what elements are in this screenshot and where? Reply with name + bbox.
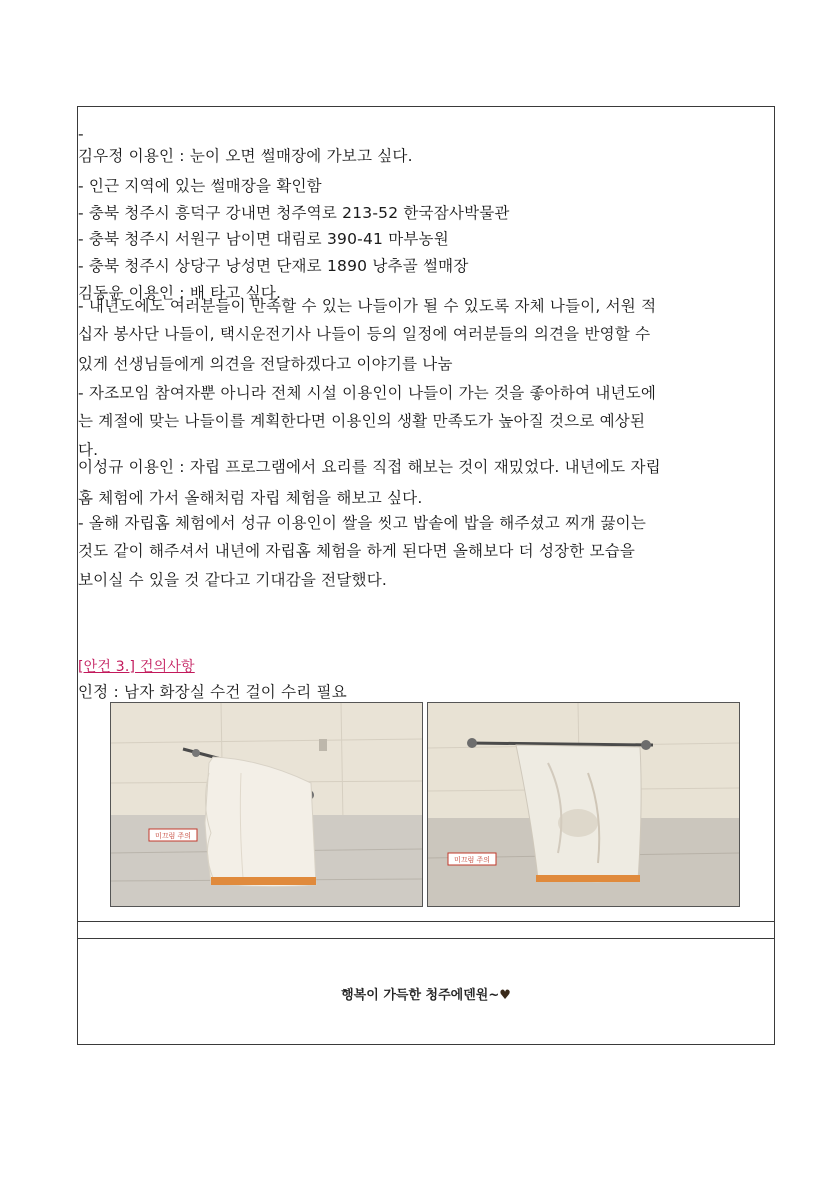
text-line: 다. xyxy=(78,441,99,459)
text-line: 것도 같이 해주셔서 내년에 자립홈 체험을 하게 된다면 올해보다 더 성장한 모습을 xyxy=(78,542,636,560)
leading-dash: - xyxy=(78,125,84,143)
divider xyxy=(77,921,775,922)
warning-sign-text: 미끄럼 주의 xyxy=(154,832,192,840)
towel-rack-image xyxy=(111,703,422,906)
towel-rack-image xyxy=(428,703,739,906)
text-line: 홈 체험에 가서 올해처럼 자립 체험을 해보고 싶다. xyxy=(78,489,423,507)
text-line: - 충북 청주시 서원구 남이면 대림로 390-41 마부농원 xyxy=(78,230,449,248)
text-line: - 인근 지역에 있는 썰매장을 확인함 xyxy=(78,177,322,195)
agenda-item: 인정 : 남자 화장실 수건 걸이 수리 필요 xyxy=(78,683,347,701)
text-line: 김동윤 이용인 : 배 타고 싶다. xyxy=(78,284,282,302)
text-line: 는 계절에 맞는 나들이를 계획한다면 이용인의 생활 만족도가 높아질 것으로 예상된 xyxy=(78,412,646,430)
text-line: - 충북 청주시 상당구 낭성면 단재로 1890 낭추골 썰매장 xyxy=(78,257,469,275)
heart-icon: ♥ xyxy=(499,988,511,1003)
text-line: 십자 봉사단 나들이, 택시운전기사 나들이 등의 일정에 여러분들의 의견을 반영할 수 xyxy=(78,325,651,343)
agenda-heading: [안건 3.] 건의사항 xyxy=(78,659,195,675)
text-line: - 충북 청주시 흥덕구 강내면 청주역로 213-52 한국잠사박물관 xyxy=(78,204,510,222)
towel-rack-photo-1 xyxy=(110,702,423,907)
warning-sign-text: 미끄럼 주의 xyxy=(453,856,491,864)
text-line: 이성규 이용인 : 자립 프로그램에서 요리를 직접 해보는 것이 재밌었다. 내년에도 자립 xyxy=(78,458,661,476)
text-line: 김우정 이용인 : 눈이 오면 썰매장에 가보고 싶다. xyxy=(78,147,413,165)
text-line: - 올해 자립홈 체험에서 성규 이용인이 쌀을 씻고 밥솥에 밥을 해주셨고 찌개 끓이는 xyxy=(78,514,647,532)
text-line: - 내년도에도 여러분들이 만족할 수 있는 나들이가 될 수 있도록 자체 나들이, 서원 적 xyxy=(78,297,657,315)
towel-rack-photo-2 xyxy=(427,702,740,907)
text-line: 보이실 수 있을 것 같다고 기대감을 전달했다. xyxy=(78,571,388,589)
divider xyxy=(77,938,775,939)
text-line: - 자조모임 참여자뿐 아니라 전체 시설 이용인이 나들이 가는 것을 좋아하여 내년도에 xyxy=(78,384,657,402)
footer-text: 행복이 가득한 청주에덴원~ xyxy=(341,988,500,1003)
text-line: 있게 선생님들에게 의견을 전달하겠다고 이야기를 나눔 xyxy=(78,355,453,373)
footer-slogan xyxy=(77,984,775,1003)
